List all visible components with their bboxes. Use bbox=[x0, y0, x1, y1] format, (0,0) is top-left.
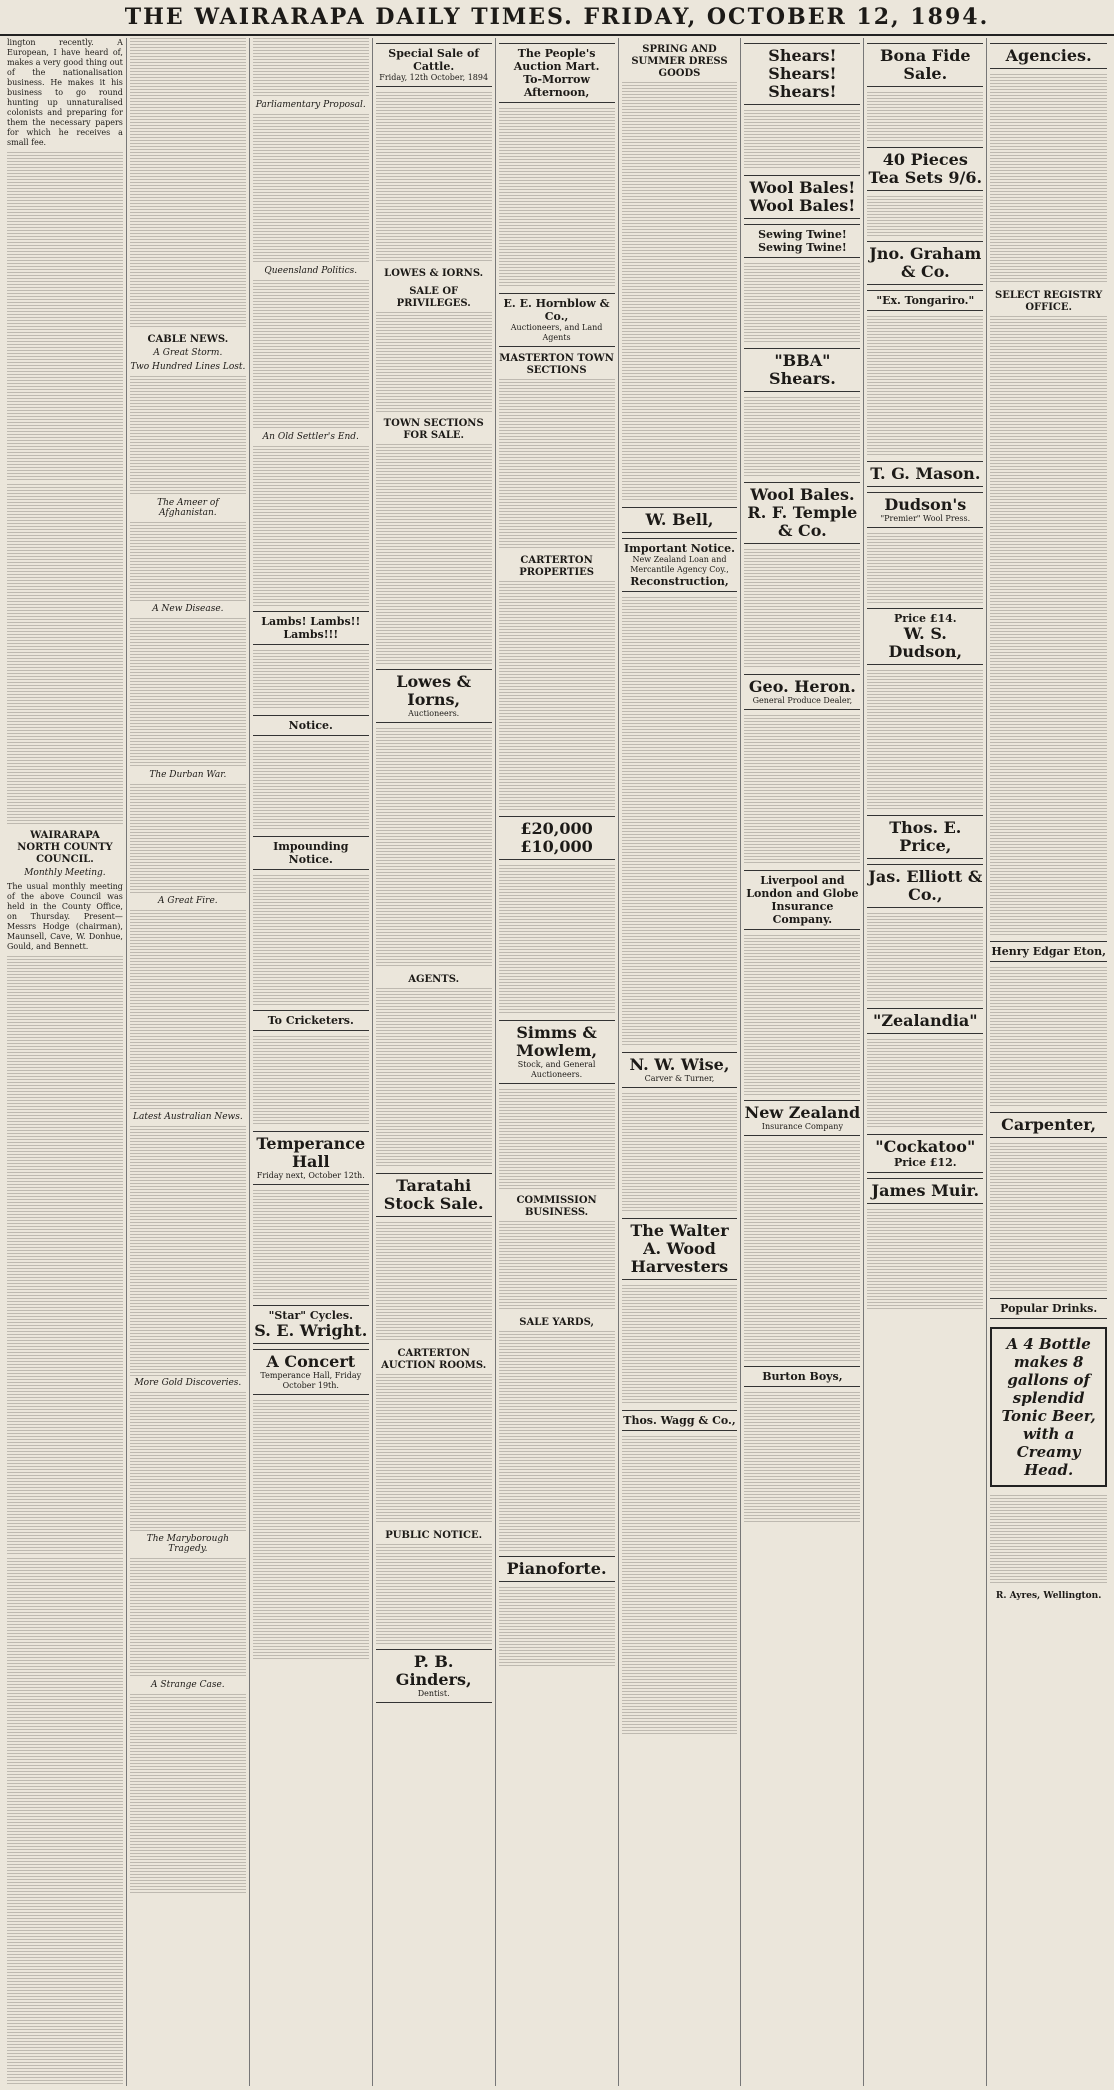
ad-heading: 40 Pieces Tea Sets 9/6. bbox=[868, 150, 983, 187]
ad-heading: Liverpool and London and Globe Insurance Company. bbox=[746, 874, 859, 926]
text-block bbox=[130, 38, 246, 328]
advertisement bbox=[867, 43, 983, 87]
text-block bbox=[744, 1141, 860, 1361]
advertisement bbox=[253, 1131, 369, 1185]
ad-heading: Agencies. bbox=[1005, 46, 1092, 65]
advertisement bbox=[744, 674, 860, 710]
text-block bbox=[499, 1587, 615, 1667]
ad-subheading: Auctioneers, and Land Agents bbox=[510, 323, 603, 342]
ad-subheading: Temperance Hall, Friday October 19th. bbox=[260, 1371, 362, 1390]
advertisement bbox=[990, 43, 1107, 69]
section-heading: LOWES & IORNS. bbox=[384, 268, 484, 279]
advertisement bbox=[867, 864, 983, 908]
ad-heading: T. G. Mason. bbox=[870, 464, 981, 483]
section-heading: SPRING AND SUMMER DRESS GOODS bbox=[631, 44, 728, 79]
ad-heading: Pianoforte. bbox=[506, 1559, 607, 1578]
advertisement bbox=[253, 836, 369, 870]
advertisement bbox=[990, 1298, 1107, 1319]
advertisement bbox=[744, 1100, 860, 1136]
section-subheading: A Great Fire. bbox=[158, 896, 218, 906]
section-heading: SELECT REGISTRY OFFICE. bbox=[994, 290, 1103, 313]
ad-heading: To Cricketers. bbox=[267, 1014, 354, 1027]
column-6 bbox=[619, 38, 742, 2086]
text-block bbox=[253, 446, 369, 606]
ad-heading: Popular Drinks. bbox=[1000, 1302, 1098, 1315]
text-block bbox=[7, 1558, 123, 2086]
advertisement bbox=[253, 1010, 369, 1031]
advertisement bbox=[744, 43, 860, 105]
text-block bbox=[253, 741, 369, 831]
ad-subheading: Friday, 12th October, 1894 bbox=[379, 73, 489, 82]
ad-heading: Thos. Wagg & Co., bbox=[623, 1414, 736, 1427]
text-block bbox=[376, 1374, 492, 1524]
column-9 bbox=[987, 38, 1110, 2086]
text-block bbox=[867, 913, 983, 1003]
ad-subheading: Carver & Turner, bbox=[644, 1074, 715, 1083]
section-heading: CABLE NEWS. bbox=[147, 334, 229, 345]
text-block bbox=[744, 935, 860, 1095]
text-block bbox=[130, 1558, 246, 1678]
ad-heading: Shears! Shears! Shears! bbox=[768, 46, 837, 101]
text-block bbox=[253, 38, 369, 98]
ad-heading: Sewing Twine! Sewing Twine! bbox=[758, 228, 847, 254]
text-block bbox=[376, 728, 492, 968]
section-heading: PUBLIC NOTICE. bbox=[385, 1530, 483, 1541]
ad-heading: Simms & Mowlem, bbox=[516, 1023, 598, 1060]
text-block bbox=[622, 1285, 738, 1405]
advertisement bbox=[867, 608, 983, 665]
ad-heading: To-Morrow Afternoon, bbox=[523, 73, 590, 99]
advertisement bbox=[253, 1349, 369, 1395]
text-block bbox=[744, 110, 860, 170]
section-heading: CARTERTON PROPERTIES bbox=[519, 555, 594, 578]
section-subheading: An Old Settler's End. bbox=[262, 432, 359, 442]
article-text: lington recently. A European, I have heard of, makes a very good thing out of the nationalisation business. He makes it his business to go round hunting up unnaturalised colonists and preparing for them the necessary papers for which he receives a small fee. bbox=[7, 38, 123, 147]
section-subheading: Parliamentary Proposal. bbox=[255, 100, 366, 110]
text-block bbox=[130, 618, 246, 768]
advertisement bbox=[867, 1134, 983, 1173]
ad-heading: Taratahi Stock Sale. bbox=[383, 1176, 484, 1213]
text-block bbox=[867, 92, 983, 142]
ad-heading: "BBA" Shears. bbox=[769, 351, 836, 388]
section-heading: TOWN SECTIONS FOR SALE. bbox=[383, 418, 484, 441]
columns-container bbox=[4, 38, 1110, 2086]
beer-advertisement: A 4 Bottle makes 8 gallons of splendid Tonic Beer, with a Creamy Head. bbox=[990, 1327, 1107, 1487]
text-block bbox=[744, 715, 860, 865]
column-5 bbox=[496, 38, 619, 2086]
section-subheading: The Durban War. bbox=[149, 770, 227, 780]
text-block bbox=[499, 1089, 615, 1189]
section-subheading: A Strange Case. bbox=[151, 1680, 225, 1690]
text-block bbox=[130, 376, 246, 496]
section-subheading: A Great Storm. bbox=[153, 348, 223, 358]
advertisement bbox=[867, 1008, 983, 1034]
section-subheading: Queensland Politics. bbox=[264, 266, 358, 276]
column-8 bbox=[864, 38, 987, 2086]
ad-heading: The People's Auction Mart. bbox=[513, 47, 600, 73]
ad-heading: Jno. Graham & Co. bbox=[869, 244, 982, 281]
ad-heading: Thos. E. Price, bbox=[889, 818, 962, 855]
ad-heading: Lambs! Lambs!! Lambs!!! bbox=[261, 615, 361, 641]
text-block bbox=[990, 1143, 1107, 1293]
newspaper-title: THE WAIRARAPA DAILY TIMES. FRIDAY, OCTOBER 12, 1894. bbox=[124, 4, 990, 30]
masthead bbox=[0, 0, 1114, 36]
text-block bbox=[253, 280, 369, 430]
text-block bbox=[867, 533, 983, 603]
text-block bbox=[130, 784, 246, 894]
advertisement bbox=[744, 1366, 860, 1387]
ad-heading: Bona Fide Sale. bbox=[880, 46, 971, 83]
ad-heading: W. Bell, bbox=[645, 510, 714, 529]
text-block bbox=[130, 1126, 246, 1376]
section-subheading: More Gold Discoveries. bbox=[134, 1378, 242, 1388]
section-heading: COMMISSION BUSINESS. bbox=[516, 1195, 597, 1218]
text-block bbox=[499, 581, 615, 811]
ad-heading: Reconstruction, bbox=[630, 575, 729, 588]
ad-heading: The Walter A. Wood Harvesters bbox=[630, 1221, 729, 1276]
text-block bbox=[253, 875, 369, 1005]
text-block bbox=[867, 1039, 983, 1129]
text-block bbox=[376, 92, 492, 262]
text-block bbox=[499, 865, 615, 1015]
ad-heading: S. E. Wright. bbox=[254, 1321, 368, 1340]
advertisement bbox=[622, 538, 738, 592]
text-block bbox=[622, 597, 738, 1047]
text-block bbox=[253, 650, 369, 710]
ad-subheading: General Produce Dealer, bbox=[752, 696, 853, 705]
article-text: The usual monthly meeting of the above Council was held in the County Office, on Thursday. Present—Messrs Hodge (chairman), Maunsell, Cave, W. Donhue, Gould, and Bennett. bbox=[7, 882, 123, 951]
ad-heading: Special Sale of Cattle. bbox=[388, 47, 480, 73]
advertisement bbox=[253, 1305, 369, 1344]
text-block bbox=[253, 114, 369, 264]
ad-heading: £10,000 bbox=[520, 837, 593, 856]
text-block bbox=[253, 1036, 369, 1126]
ad-heading: "Star" Cycles. bbox=[268, 1309, 353, 1322]
section-subheading: A New Disease. bbox=[152, 604, 224, 614]
advertisement bbox=[867, 461, 983, 487]
advertisement bbox=[622, 1410, 738, 1431]
ad-heading: W. S. Dudson, bbox=[888, 624, 963, 661]
advertisement bbox=[376, 669, 492, 723]
ad-heading: A Concert bbox=[266, 1352, 356, 1371]
section-subheading: Latest Australian News. bbox=[132, 1112, 243, 1122]
advertisement bbox=[867, 147, 983, 191]
ad-heading: Jas. Elliott & Co., bbox=[868, 867, 983, 904]
column-7 bbox=[741, 38, 864, 2086]
ad-heading: Price £12. bbox=[894, 1156, 957, 1169]
advertisement bbox=[376, 1173, 492, 1217]
ad-heading: Geo. Heron. bbox=[748, 677, 856, 696]
text-block bbox=[499, 379, 615, 549]
text-block bbox=[622, 1093, 738, 1213]
advertisement bbox=[376, 1649, 492, 1703]
ad-heading: Lowes & Iorns, bbox=[396, 672, 472, 709]
advertisement bbox=[744, 175, 860, 219]
ad-heading: £20,000 bbox=[520, 819, 593, 838]
ad-heading: Carpenter, bbox=[1001, 1115, 1097, 1134]
text-block bbox=[990, 1495, 1107, 1585]
text-block bbox=[744, 549, 860, 669]
column-2 bbox=[127, 38, 250, 2086]
text-block bbox=[990, 74, 1107, 284]
ad-heading: R. F. Temple & Co. bbox=[747, 503, 858, 540]
advertisement bbox=[867, 290, 983, 311]
text-block bbox=[376, 312, 492, 412]
section-subheading: Monthly Meeting. bbox=[24, 868, 106, 878]
text-block bbox=[867, 196, 983, 236]
text-block bbox=[7, 956, 123, 1556]
ad-subheading: Insurance Company bbox=[761, 1122, 843, 1131]
text-block bbox=[744, 263, 860, 343]
section-heading: SALE OF PRIVILEGES. bbox=[396, 286, 471, 309]
text-block bbox=[499, 108, 615, 288]
section-heading: MASTERTON TOWN SECTIONS bbox=[499, 353, 614, 376]
text-block bbox=[376, 988, 492, 1168]
advertisement bbox=[499, 1020, 615, 1084]
ad-subheading: Auctioneers. bbox=[408, 709, 460, 718]
section-heading: WAIRARAPA NORTH COUNTY COUNCIL. bbox=[17, 830, 113, 865]
text-block bbox=[867, 1209, 983, 1309]
ad-heading: E. E. Hornblow & Co., bbox=[503, 297, 610, 323]
text-block bbox=[867, 670, 983, 810]
text-block bbox=[7, 152, 123, 482]
advertisement bbox=[253, 715, 369, 736]
column-1 bbox=[4, 38, 127, 2086]
text-block bbox=[990, 967, 1107, 1107]
advertisement bbox=[744, 870, 860, 930]
ad-heading: Notice. bbox=[288, 719, 333, 732]
section-heading: AGENTS. bbox=[408, 974, 460, 985]
section-subheading: The Maryborough Tragedy. bbox=[146, 1534, 229, 1554]
text-block bbox=[253, 1400, 369, 1660]
ad-subheading: Friday next, October 12th. bbox=[256, 1171, 365, 1180]
advertisement bbox=[376, 43, 492, 87]
advertisement bbox=[499, 816, 615, 860]
text-block bbox=[499, 1331, 615, 1551]
advertiser-name: R. Ayres, Wellington. bbox=[995, 1591, 1102, 1601]
advertisement bbox=[744, 224, 860, 258]
text-block bbox=[130, 522, 246, 602]
advertisement bbox=[499, 43, 615, 103]
advertisement bbox=[867, 492, 983, 528]
column-4 bbox=[373, 38, 496, 2086]
ad-heading: James Muir. bbox=[871, 1181, 980, 1200]
text-block bbox=[744, 1392, 860, 1522]
text-block bbox=[499, 1221, 615, 1311]
ad-subheading: New Zealand Loan and Mercantile Agency Coy., bbox=[630, 555, 729, 574]
section-subheading: The Ameer of Afghanistan. bbox=[157, 498, 219, 518]
ad-heading: Burton Boys, bbox=[762, 1370, 843, 1383]
text-block bbox=[376, 444, 492, 664]
column-3 bbox=[250, 38, 373, 2086]
text-block bbox=[7, 484, 123, 824]
ad-heading: "Ex. Tongariro." bbox=[876, 294, 975, 307]
advertisement bbox=[622, 1052, 738, 1088]
ad-subheading: Dentist. bbox=[417, 1689, 450, 1698]
ad-heading: P. B. Ginders, bbox=[395, 1652, 472, 1689]
ad-heading: Wool Bales. bbox=[750, 485, 855, 504]
ad-heading: Wool Bales! Wool Bales! bbox=[749, 178, 856, 215]
advertisement bbox=[867, 1178, 983, 1204]
advertisement bbox=[990, 1112, 1107, 1138]
text-block bbox=[622, 82, 738, 502]
ad-heading: "Zealandia" bbox=[872, 1011, 978, 1030]
advertisement bbox=[253, 611, 369, 645]
ad-heading: "Cockatoo" bbox=[875, 1137, 976, 1156]
advertisement bbox=[744, 482, 860, 544]
ad-heading: New Zealand bbox=[744, 1103, 861, 1122]
ad-heading: Dudson's bbox=[884, 495, 967, 514]
advertisement bbox=[744, 348, 860, 392]
text-block bbox=[744, 397, 860, 477]
advertisement bbox=[499, 1556, 615, 1582]
section-heading: SALE YARDS, bbox=[519, 1317, 594, 1328]
advertisement bbox=[867, 241, 983, 285]
advertisement bbox=[499, 293, 615, 347]
ad-heading: Temperance Hall bbox=[256, 1134, 366, 1171]
text-block bbox=[253, 1190, 369, 1300]
text-block bbox=[376, 1544, 492, 1644]
text-block bbox=[376, 1222, 492, 1342]
text-block bbox=[622, 1436, 738, 1736]
advertisement bbox=[867, 815, 983, 859]
text-block bbox=[990, 316, 1107, 936]
advertisement bbox=[622, 507, 738, 533]
ad-subheading: "Premier" Wool Press. bbox=[880, 514, 971, 523]
section-heading: CARTERTON AUCTION ROOMS. bbox=[381, 1348, 487, 1371]
advertisement bbox=[622, 1218, 738, 1280]
ad-heading: Impounding Notice. bbox=[273, 840, 349, 866]
ad-heading: Henry Edgar Eton, bbox=[991, 945, 1106, 958]
ad-heading: Price £14. bbox=[894, 612, 957, 625]
ad-subheading: Stock, and General Auctioneers. bbox=[517, 1060, 596, 1079]
section-subheading: Two Hundred Lines Lost. bbox=[130, 362, 246, 372]
advertisement bbox=[990, 941, 1107, 962]
ad-heading: Important Notice. bbox=[624, 542, 735, 555]
ad-heading: N. W. Wise, bbox=[629, 1055, 730, 1074]
text-block bbox=[130, 1392, 246, 1532]
text-block bbox=[130, 1694, 246, 1894]
text-block bbox=[130, 910, 246, 1110]
text-block bbox=[867, 316, 983, 456]
